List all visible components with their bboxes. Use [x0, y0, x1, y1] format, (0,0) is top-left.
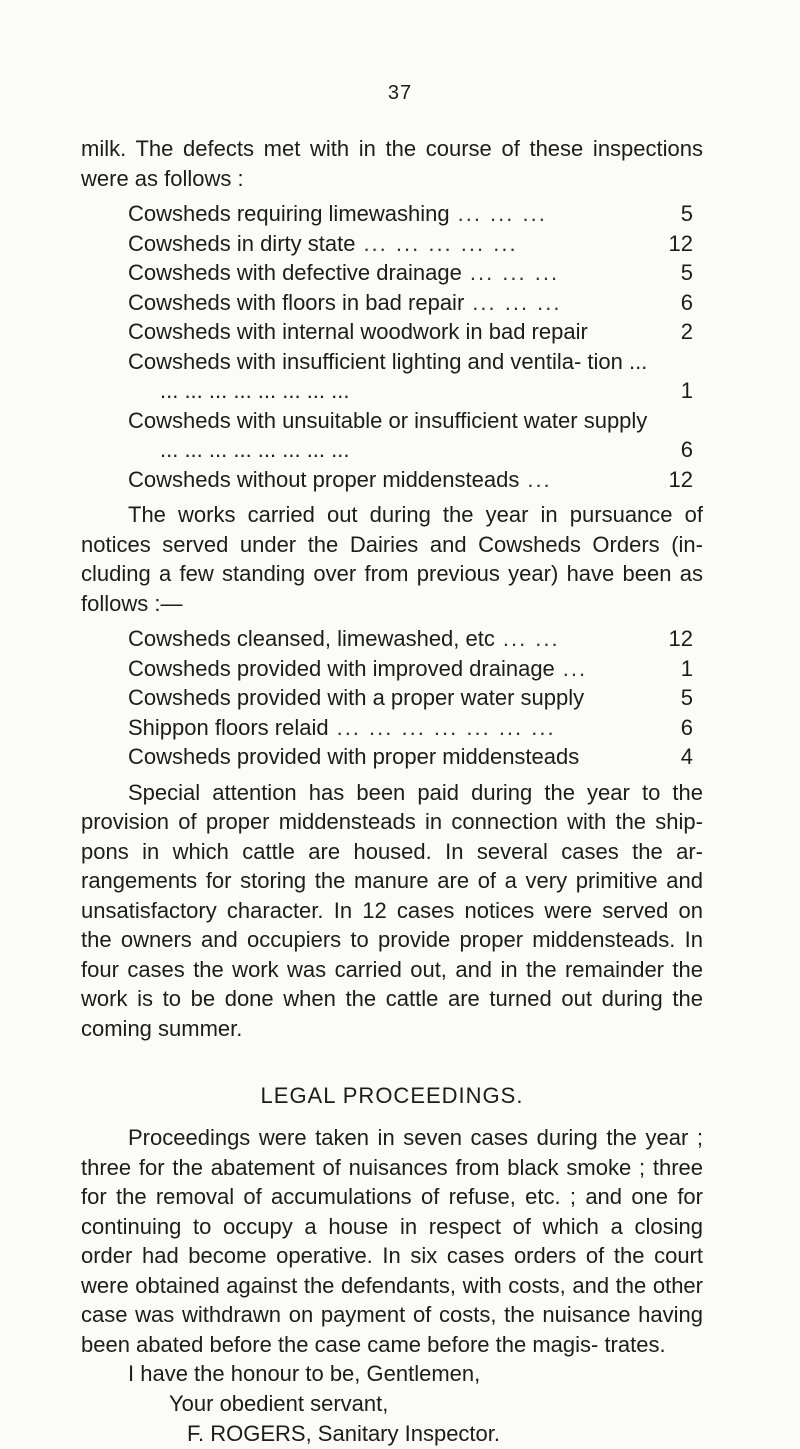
- legal-proceedings-heading: LEGAL PROCEEDINGS.: [260, 1083, 524, 1108]
- list-item: [128, 683, 693, 713]
- entry-label: Cowsheds provided with a proper water supply: [128, 685, 585, 710]
- dot-leader: ... ... ... ... ... ... ... ... ...: [160, 348, 648, 403]
- entry-value: 5: [680, 685, 693, 710]
- dot-leader: ...: [527, 466, 552, 492]
- dot-leader: ... ...: [502, 626, 560, 651]
- list-item: [128, 317, 693, 347]
- entry-label: Cowsheds with internal woodwork in bad repair: [128, 319, 588, 344]
- list-item: [128, 742, 693, 772]
- list-item: [128, 713, 693, 743]
- report-body: [81, 134, 703, 1449]
- list-item: [128, 465, 693, 495]
- entry-label: Cowsheds without proper middensteads: [128, 466, 520, 492]
- entry-value: 12: [668, 466, 693, 492]
- entry-label: Cowsheds requiring limewashing: [128, 201, 450, 226]
- entry-value: 1: [680, 655, 693, 681]
- page-number: 37: [387, 82, 413, 104]
- dot-leader: ... ... ... ... ... ... ...: [336, 714, 556, 740]
- list-item: [128, 258, 693, 288]
- entry-label: [128, 406, 663, 465]
- entry-value: 6: [680, 714, 693, 740]
- defects-list: [128, 199, 693, 494]
- signature-block: [81, 1359, 703, 1449]
- entry-label: Shippon floors relaid: [128, 714, 329, 740]
- list-item: [128, 288, 693, 318]
- entry-label-text: Cowsheds with unsuitable or insufficient water supply: [128, 407, 648, 433]
- entry-label: [128, 347, 663, 406]
- works-list: [128, 624, 693, 772]
- entry-label-text: Cowsheds with insufficient lighting and ventila- tion: [128, 348, 623, 374]
- entry-value: 12: [668, 626, 693, 651]
- list-item: [128, 229, 693, 259]
- entry-value: 4: [680, 744, 693, 769]
- dot-leader: ... ... ... ... ...: [363, 230, 518, 256]
- legal-proceedings-paragraph: Proceedings were taken in seven cases during the year ; three for the abatement of nuisances from black smoke ; three for the removal of accumulations of refuse, etc. ; and one for continuing to occupy a house in respect of which a closing order had become operative. In six cases orders of the court were obtained against the defendants, with costs, and the other case was withdrawn on payment of costs, the nuisance having been abated before the case came before the magis- trates.: [81, 1125, 703, 1357]
- dot-leader: ...: [562, 655, 588, 681]
- entry-label: Cowsheds cleansed, limewashed, etc: [128, 626, 495, 651]
- closing-line: Your obedient servant,: [169, 1391, 389, 1416]
- closing-line: I have the honour to be, Gentlemen,: [128, 1361, 481, 1386]
- list-item: [128, 347, 693, 406]
- dot-leader: ... ... ...: [469, 260, 560, 285]
- list-item: [128, 654, 693, 684]
- intro-paragraph: milk. The defects met with in the course of these inspections were as follows :: [81, 136, 703, 191]
- dot-leader: ... ... ...: [472, 289, 562, 315]
- entry-label: Cowsheds in dirty state: [128, 230, 356, 256]
- entry-value: 2: [680, 319, 693, 344]
- entry-label: Cowsheds provided with proper middensteads: [128, 744, 580, 769]
- list-item: [128, 406, 693, 465]
- works-paragraph: The works carried out during the year in pursuance of notices served under the Dairies and Cowsheds Orders (in- cluding a few standing over from previous year) have been as follows :—: [81, 502, 703, 616]
- entry-value: 5: [680, 260, 693, 285]
- entry-value: 12: [668, 230, 693, 256]
- list-item: [128, 624, 693, 654]
- special-attention-paragraph: Special attention has been paid during the year to the provision of proper middensteads in connection with the ship- pons in which cattle are housed. In several cases the ar- rangements for storing the manure are of a very primitive and unsatisfactory character. In 12 cases notices were served on the owners and occupiers to provide proper middensteads. In four cases the work was carried out, and in the remainder the work is to be done when the cattle are turned out during the coming summer.: [81, 779, 703, 1041]
- entry-value: 6: [680, 289, 693, 315]
- entry-value: 1: [680, 378, 693, 403]
- entry-label: Cowsheds with floors in bad repair: [128, 289, 465, 315]
- dot-leader: ... ... ... ... ... ... ... ...: [160, 437, 350, 462]
- list-item: [128, 199, 693, 229]
- entry-value: 5: [680, 201, 693, 226]
- entry-label: Cowsheds provided with improved drainage: [128, 655, 555, 681]
- entry-label: Cowsheds with defective drainage: [128, 260, 462, 285]
- entry-value: 6: [680, 437, 693, 462]
- signatory: F. ROGERS, Sanitary Inspector.: [187, 1421, 501, 1446]
- dot-leader: ... ... ...: [457, 201, 547, 226]
